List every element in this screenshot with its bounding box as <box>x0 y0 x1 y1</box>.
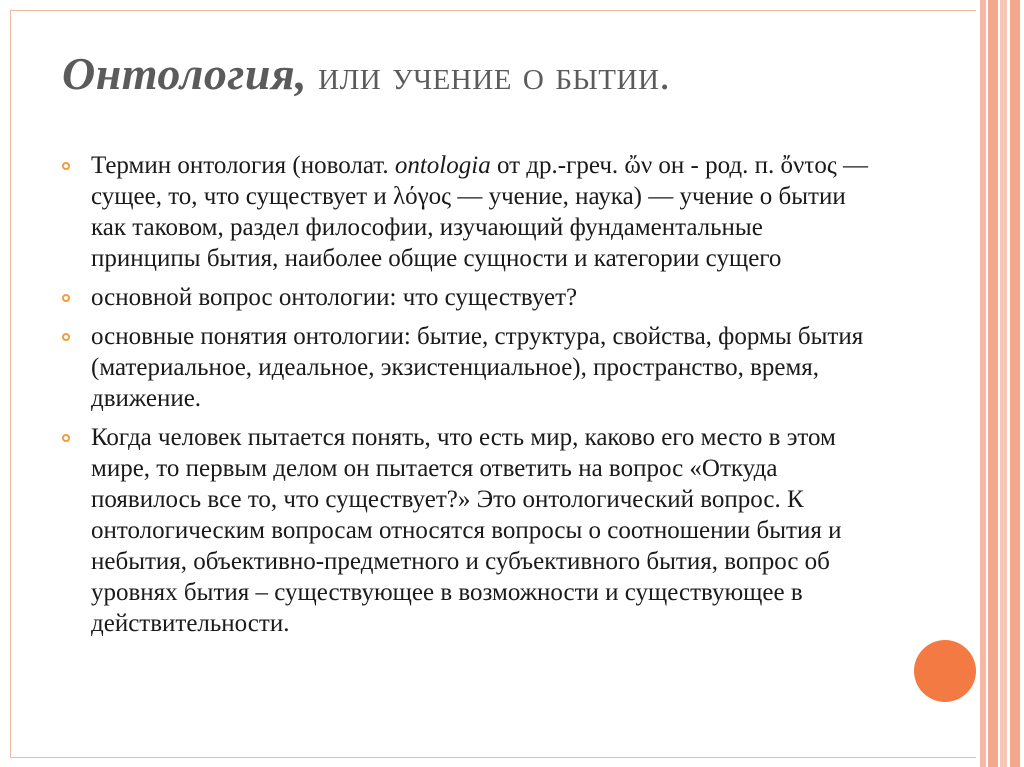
term-latin-word: ontologia <box>394 152 491 179</box>
bullet-icon <box>62 434 70 442</box>
explanation-text: Когда человек пытается понять, что есть мир, каково его место в этом мире, то первым делом он пытается ответить на вопрос «Откуда появилось все то, что существует?» Это онтологический вопрос. К онтологическим вопросам относятся вопросы о соотношении бытия и небытия, объективно-предметного и субъективного бытия, вопрос об уровнях бытия – существующее в возможности и существующее в действительности. <box>91 424 842 637</box>
bullet-item-explanation <box>62 422 874 639</box>
bullet-list <box>62 150 874 647</box>
bullet-icon <box>62 294 70 302</box>
question-text: основной вопрос онтологии: что существует? <box>91 284 578 311</box>
slide-title-main: Онтология, <box>62 48 308 99</box>
bullet-item-question <box>62 282 874 313</box>
slide-title <box>62 46 902 102</box>
decorative-stripes <box>976 0 1024 767</box>
term-text-part-1: Термин онтология (новолат. <box>91 152 395 179</box>
bullet-item-term <box>62 150 874 274</box>
term-text-part-2: от др.-греч. ὤν он - род. п. ὄντος — сущее, то, что существует и λόγος — учение, наука) — учение о бытии как таковом, раздел философии, изучающий фундаментальные принципы бытия, наиболее общие сущности и категории сущего <box>91 152 868 272</box>
concepts-text: основные понятия онтологии: бытие, структура, свойства, формы бытия (материальное, идеальное, экзистенциальное), пространство, время, движение. <box>91 323 864 412</box>
bullet-icon <box>62 162 70 170</box>
bullet-icon <box>62 333 70 341</box>
slide-title-rest: или учение о бытии. <box>307 53 671 99</box>
accent-circle <box>914 640 976 702</box>
bullet-item-concepts <box>62 321 874 414</box>
